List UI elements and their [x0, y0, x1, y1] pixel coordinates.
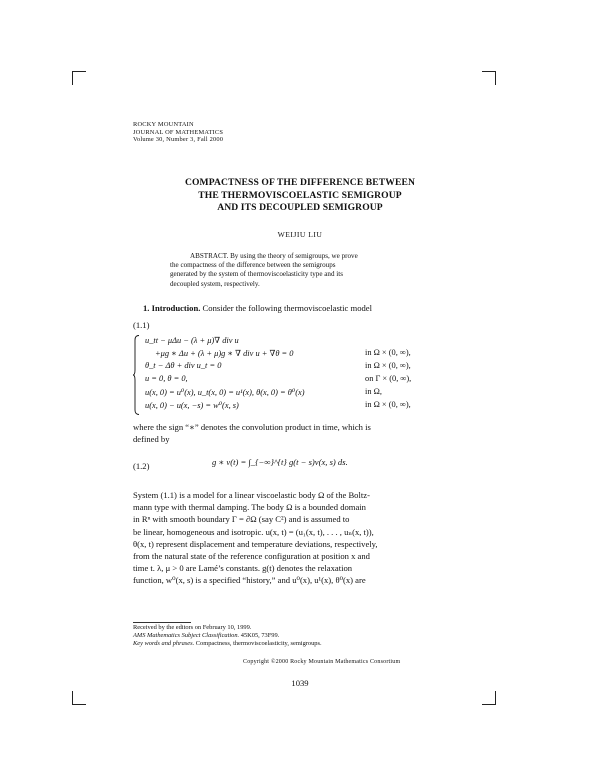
equation-system-1-1	[133, 335, 467, 417]
title-line-3: AND ITS DECOUPLED SEMIGROUP	[217, 202, 383, 213]
ams-value: 45K05, 73F99.	[240, 632, 280, 639]
system-line-2: mann type with thermal damping. The body Ω is a bounded domain	[133, 502, 366, 513]
system-line-5: θ(x, t) represent displacement and temperature deviations, respectively,	[133, 538, 378, 549]
crop-mark-bottom-left-v	[72, 691, 73, 705]
crop-mark-top-left-v	[72, 71, 73, 85]
convolution-formula: g ∗ v(t) = ∫_{−∞}^{t} g(t − s)v(x, s) ds.	[212, 457, 348, 467]
equation-label-1-1: (1.1)	[133, 320, 150, 330]
ams-label: AMS Mathematics Subject Classification.	[133, 632, 240, 639]
abstract-line-4: decoupled system, respectively.	[170, 279, 260, 288]
equation-line-5: u(x, 0) = u⁰(x), u_t(x, 0) = u¹(x), θ(x, 0) = θ⁰(x)	[145, 388, 305, 397]
system-line-7: time t. λ, μ > 0 are Lamé’s constants. g(t) denotes the relaxation	[133, 563, 353, 574]
abstract-line-2: the compactness of the difference between the semigroups	[170, 261, 336, 270]
equation-line-2: +μg ∗ Δu + (λ + μ)g ∗ ∇ div u + ∇θ = 0	[155, 349, 294, 358]
abstract	[170, 252, 432, 289]
introduction-paragraph	[133, 302, 467, 314]
page-number: 1039	[291, 678, 309, 688]
equation-line-3: θ_t − Δθ + div u_t = 0	[145, 361, 222, 370]
journal-name: ROCKY MOUNTAIN	[133, 121, 194, 128]
title-line-2: THE THERMOVISCOELASTIC SEMIGROUP	[198, 189, 402, 201]
system-paragraph	[133, 489, 467, 587]
keywords-value: Compactness, thermoviscoelasticity, semigroups.	[195, 640, 322, 647]
system-line-3: in Rⁿ with smooth boundary Γ = ∂Ω (say C²) and is assumed to	[133, 514, 350, 525]
condition-line-5: in Ω,	[365, 387, 382, 396]
system-line-4: be linear, homogeneous and isotropic. u(x, t) = (u₁(x, t), . . . , uₙ(x, t)),	[133, 526, 374, 537]
crop-mark-top-right-v	[495, 71, 496, 85]
crop-mark-bottom-right-h	[482, 704, 496, 705]
condition-line-6: in Ω × (0, ∞),	[365, 400, 411, 409]
title-line-1: COMPACTNESS OF THE DIFFERENCE BETWEEN	[184, 177, 416, 188]
abstract-line-1: ABSTRACT. By using the theory of semigroups, we prove	[190, 252, 358, 260]
keywords-label: Key words and phrases.	[133, 640, 195, 647]
footnote-rule	[133, 622, 191, 623]
convolution-paragraph	[133, 421, 467, 445]
section-heading: 1. Introduction.	[143, 303, 201, 313]
journal-header	[133, 121, 223, 144]
crop-mark-top-left-h	[72, 71, 86, 72]
footnote	[133, 624, 322, 648]
crop-mark-bottom-right-v	[495, 691, 496, 705]
after-line-2: defined by	[133, 434, 170, 445]
after-line-1: where the sign “∗” denotes the convolution product in time, which is	[133, 422, 371, 432]
received-date: Received by the editors on February 10, 1999.	[133, 624, 252, 631]
system-line-6: from the natural state of the reference configuration at position x and	[133, 551, 370, 562]
equation-label-1-2: (1.2)	[133, 461, 150, 471]
equation-line-4: u = 0, θ = 0,	[145, 374, 188, 383]
condition-line-3: in Ω × (0, ∞),	[365, 361, 411, 370]
abstract-line-3: generated by the system of thermoviscoelasticity type and its	[170, 270, 343, 279]
condition-line-2: in Ω × (0, ∞),	[365, 348, 411, 357]
equation-line-6: u(x, 0) − u(x, −s) = w⁰(x, s)	[145, 401, 239, 410]
condition-line-4: on Γ × (0, ∞),	[365, 374, 412, 383]
left-brace-icon	[133, 335, 139, 415]
equation-line-1: u_tt − μΔu − (λ + μ)∇ div u	[145, 336, 239, 345]
crop-mark-top-right-h	[482, 71, 496, 72]
paper-title	[133, 177, 467, 215]
intro-sentence: Consider the following thermoviscoelastic model	[202, 303, 373, 313]
system-line-1: System (1.1) is a model for a linear viscoelastic body Ω of the Boltz-	[133, 490, 370, 500]
author-name: WEIJIU LIU	[277, 230, 323, 239]
crop-mark-bottom-left-h	[72, 704, 86, 705]
copyright-notice: Copyright ©2000 Rocky Mountain Mathematics Consortium	[243, 659, 401, 665]
journal-subname: JOURNAL OF MATHEMATICS	[133, 128, 224, 136]
system-line-8: function, w⁰(x, s) is a specified “history,” and u⁰(x), u¹(x), θ⁰(x) are	[133, 575, 366, 586]
journal-volume: Volume 30, Number 3, Fall 2000	[133, 136, 224, 144]
